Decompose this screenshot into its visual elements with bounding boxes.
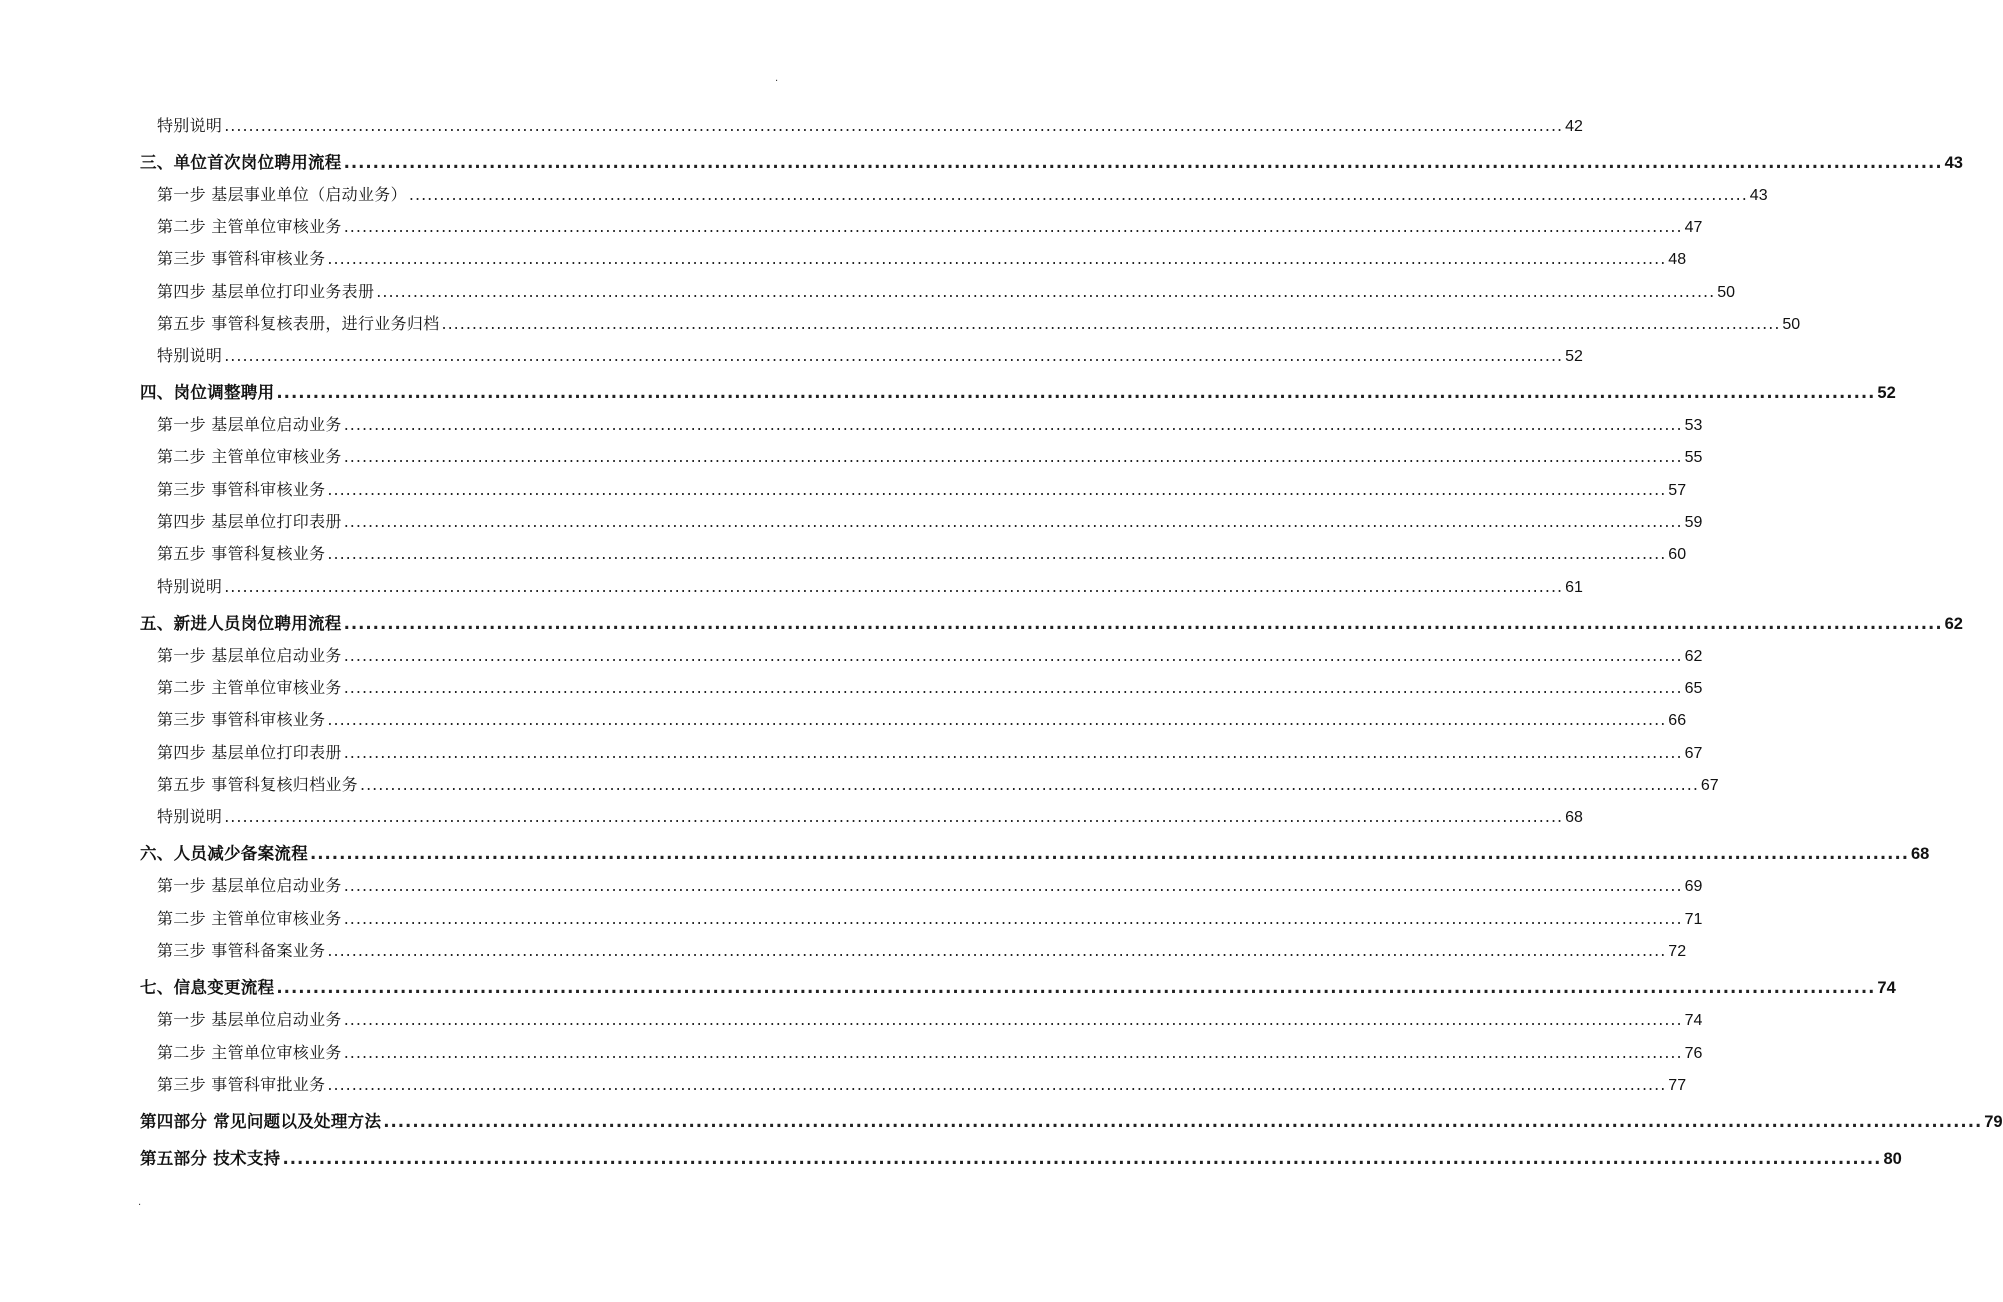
- toc-subsection-entry[interactable]: [157, 1040, 1703, 1066]
- toc-section-entry[interactable]: [140, 150, 1963, 176]
- toc-dot-leader: ............................................................................................................................................................................................................................: [224, 346, 1564, 365]
- toc-entry-title: 第三步 事管科备案业务: [157, 941, 326, 960]
- toc-subsection-entry[interactable]: [157, 279, 1735, 305]
- toc-dot-leader: ............................................................................................................................................................................................................................: [224, 577, 1564, 596]
- toc-dot-leader: ............................................................................................................................................................................................................................: [327, 249, 1667, 268]
- toc-section-entry[interactable]: [140, 611, 1963, 637]
- toc-section-entry[interactable]: [140, 380, 1896, 406]
- toc-dot-leader: ............................................................................................................................................................................................................................: [343, 909, 1683, 928]
- toc-page-number: 43: [1749, 187, 1768, 204]
- toc-entry-title: 第一步 基层单位启动业务: [157, 876, 342, 895]
- toc-subsection-entry[interactable]: [157, 574, 1583, 600]
- header-dot: .: [775, 73, 779, 84]
- toc-page-number: 62: [1944, 615, 1963, 633]
- toc-entry-title: 七、信息变更流程: [140, 978, 275, 997]
- toc-page-number: 66: [1668, 712, 1687, 729]
- toc-dot-leader: ............................................................................................................................................................................................................................: [327, 480, 1667, 499]
- toc-entry-title: 第一步 基层单位启动业务: [157, 1010, 342, 1029]
- toc-page-number: 59: [1684, 514, 1703, 531]
- toc-section-entry[interactable]: [140, 841, 1930, 867]
- toc-subsection-entry[interactable]: [157, 1007, 1703, 1033]
- toc-subsection-entry[interactable]: [157, 643, 1703, 669]
- toc-subsection-entry[interactable]: [157, 1072, 1687, 1098]
- toc-dot-leader: ............................................................................................................................................................................................................................: [343, 447, 1683, 466]
- toc-dot-leader: ............................................................................................................................................................................................................................: [360, 775, 1699, 794]
- toc-entry-title: 第四步 基层单位打印业务表册: [157, 282, 375, 301]
- toc-subsection-entry[interactable]: [157, 906, 1703, 932]
- toc-entry-title: 第一步 基层单位启动业务: [157, 646, 342, 665]
- toc-entry-title: 三、单位首次岗位聘用流程: [140, 153, 342, 172]
- toc-page-number: 74: [1684, 1012, 1703, 1029]
- toc-page-number: 53: [1684, 417, 1703, 434]
- toc-page-number: 65: [1684, 680, 1703, 697]
- toc-subsection-entry[interactable]: [157, 772, 1719, 798]
- toc-entry-title: 第三步 事管科审核业务: [157, 480, 326, 499]
- toc-entry-title: 第四步 基层单位打印表册: [157, 512, 342, 531]
- toc-entry-title: 第二步 主管单位审核业务: [157, 678, 342, 697]
- toc-subsection-entry[interactable]: [157, 444, 1703, 470]
- toc-entry-title: 特别说明: [157, 116, 223, 135]
- toc-page-number: 50: [1717, 284, 1735, 301]
- toc-subsection-entry[interactable]: [157, 113, 1583, 139]
- toc-entry-title: 第二步 主管单位审核业务: [157, 909, 342, 928]
- toc-subsection-entry[interactable]: [157, 412, 1703, 438]
- toc-page-number: 43: [1944, 154, 1963, 172]
- toc-page-number: 47: [1684, 219, 1703, 236]
- toc-subsection-entry[interactable]: [157, 246, 1687, 272]
- toc-entry-title: 特别说明: [157, 346, 223, 365]
- toc-dot-leader: ............................................................................................................................................................................................................................: [343, 415, 1683, 434]
- toc-entry-title: 特别说明: [157, 807, 223, 826]
- toc-page-number: 79: [1984, 1113, 2003, 1131]
- toc-subsection-entry[interactable]: [157, 311, 1801, 337]
- toc-entry-title: 特别说明: [157, 577, 223, 596]
- toc-entry-title: 第二步 主管单位审核业务: [157, 1043, 342, 1062]
- toc-page-number: 55: [1684, 449, 1703, 466]
- toc-page-number: 50: [1782, 316, 1801, 333]
- toc-dot-leader: ............................................................................................................................................................................................................................: [383, 1112, 1983, 1131]
- toc-entry-title: 第一步 基层事业单位（启动业务）: [157, 185, 407, 204]
- toc-subsection-entry[interactable]: [157, 509, 1703, 535]
- toc-page-number: 48: [1668, 251, 1687, 268]
- toc-section-entry[interactable]: [140, 1109, 2003, 1135]
- toc-entry-title: 第五步 事管科复核表册，进行业务归档: [157, 314, 440, 333]
- toc-entry-title: 六、人员减少备案流程: [140, 844, 308, 863]
- toc-dot-leader: ............................................................................................................................................................................................................................: [343, 876, 1683, 895]
- toc-dot-leader: ............................................................................................................................................................................................................................: [327, 941, 1667, 960]
- toc-page-number: 68: [1910, 845, 1930, 863]
- toc-subsection-entry[interactable]: [157, 182, 1768, 208]
- toc-page-number: 42: [1565, 118, 1583, 135]
- toc-dot-leader: ............................................................................................................................................................................................................................: [343, 678, 1683, 697]
- toc-subsection-entry[interactable]: [157, 938, 1687, 964]
- toc-page-number: 52: [1877, 384, 1896, 402]
- toc-dot-leader: ............................................................................................................................................................................................................................: [282, 1149, 1882, 1168]
- toc-dot-leader: ............................................................................................................................................................................................................................: [376, 282, 1716, 301]
- toc-entry-title: 第二步 主管单位审核业务: [157, 447, 342, 466]
- toc-dot-leader: ............................................................................................................................................................................................................................: [343, 646, 1683, 665]
- toc-dot-leader: ............................................................................................................................................................................................................................: [343, 512, 1683, 531]
- toc-page-number: 68: [1565, 809, 1583, 826]
- toc-dot-leader: ............................................................................................................................................................................................................................: [310, 844, 1909, 863]
- toc-page-number: 72: [1668, 943, 1687, 960]
- toc-page-number: 74: [1877, 979, 1896, 997]
- toc-entry-title: 第一步 基层单位启动业务: [157, 415, 342, 434]
- toc-dot-leader: ............................................................................................................................................................................................................................: [327, 710, 1667, 729]
- toc-entry-title: 第五步 事管科复核业务: [157, 544, 326, 563]
- toc-dot-leader: ............................................................................................................................................................................................................................: [343, 614, 1943, 633]
- toc-entry-title: 第四部分 常见问题以及处理方法: [140, 1112, 382, 1131]
- toc-dot-leader: ............................................................................................................................................................................................................................: [276, 978, 1876, 997]
- toc-page-number: 76: [1684, 1045, 1703, 1062]
- footer-dot: .: [138, 1197, 142, 1208]
- toc-dot-leader: ............................................................................................................................................................................................................................: [343, 743, 1683, 762]
- toc-entry-title: 五、新进人员岗位聘用流程: [140, 614, 342, 633]
- toc-page-number: 57: [1668, 482, 1687, 499]
- toc-page-number: 77: [1668, 1077, 1687, 1094]
- toc-entry-title: 四、岗位调整聘用: [140, 383, 275, 402]
- toc-subsection-entry[interactable]: [157, 541, 1687, 567]
- toc-entry-title: 第三步 事管科审核业务: [157, 249, 326, 268]
- toc-subsection-entry[interactable]: [157, 214, 1703, 240]
- toc-subsection-entry[interactable]: [157, 707, 1687, 733]
- toc-page-number: 71: [1684, 911, 1703, 928]
- toc-dot-leader: ............................................................................................................................................................................................................................: [343, 153, 1943, 172]
- toc-section-entry[interactable]: [140, 975, 1896, 1001]
- toc-page-number: 67: [1700, 777, 1719, 794]
- toc-subsection-entry[interactable]: [157, 740, 1703, 766]
- toc-subsection-entry[interactable]: [157, 804, 1583, 830]
- toc-dot-leader: ............................................................................................................................................................................................................................: [224, 116, 1564, 135]
- toc-page-number: 80: [1883, 1150, 1902, 1168]
- toc-dot-leader: ............................................................................................................................................................................................................................: [343, 217, 1683, 236]
- toc-subsection-entry[interactable]: [157, 343, 1583, 369]
- toc-dot-leader: ............................................................................................................................................................................................................................: [343, 1010, 1683, 1029]
- toc-page-number: 60: [1668, 546, 1687, 563]
- toc-dot-leader: ............................................................................................................................................................................................................................: [276, 383, 1876, 402]
- toc-subsection-entry[interactable]: [157, 873, 1703, 899]
- toc-entry-title: 第五步 事管科复核归档业务: [157, 775, 358, 794]
- toc-dot-leader: ............................................................................................................................................................................................................................: [327, 1075, 1667, 1094]
- toc-page-number: 67: [1684, 745, 1703, 762]
- toc-entry-title: 第四步 基层单位打印表册: [157, 743, 342, 762]
- toc-dot-leader: ............................................................................................................................................................................................................................: [441, 314, 1781, 333]
- toc-dot-leader: ............................................................................................................................................................................................................................: [327, 544, 1667, 563]
- toc-dot-leader: ............................................................................................................................................................................................................................: [343, 1043, 1683, 1062]
- toc-entry-title: 第三步 事管科审核业务: [157, 710, 326, 729]
- toc-dot-leader: ............................................................................................................................................................................................................................: [408, 185, 1748, 204]
- toc-entry-title: 第二步 主管单位审核业务: [157, 217, 342, 236]
- toc-dot-leader: ............................................................................................................................................................................................................................: [224, 807, 1564, 826]
- toc-entry-title: 第三步 事管科审批业务: [157, 1075, 326, 1094]
- toc-page-number: 69: [1684, 878, 1703, 895]
- toc-subsection-entry[interactable]: [157, 477, 1687, 503]
- toc-entry-title: 第五部分 技术支持: [140, 1149, 281, 1168]
- toc-page-number: 62: [1684, 648, 1703, 665]
- toc-page-number: 61: [1565, 579, 1583, 596]
- toc-subsection-entry[interactable]: [157, 675, 1703, 701]
- toc-page-number: 52: [1565, 348, 1583, 365]
- toc-section-entry[interactable]: [140, 1146, 1902, 1172]
